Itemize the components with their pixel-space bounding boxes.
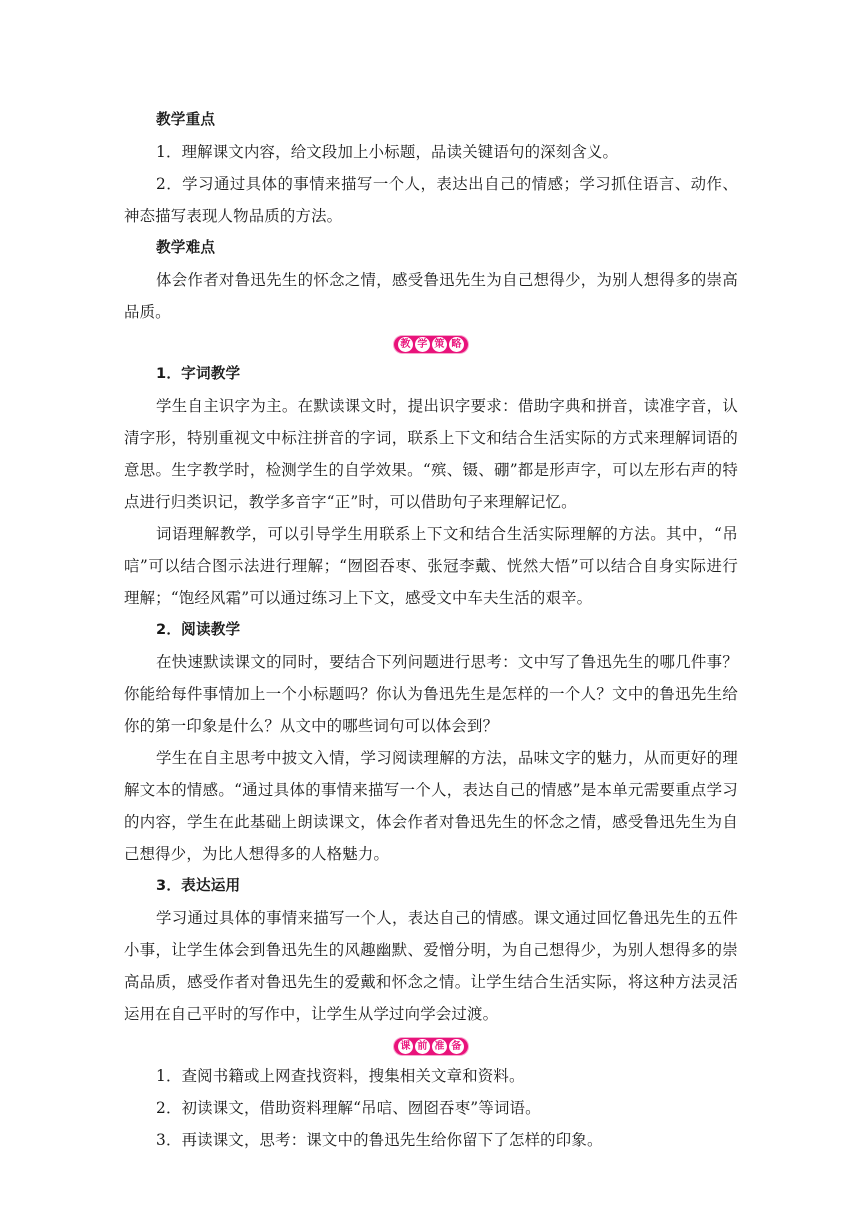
vocab-paragraph: 词语理解教学，可以引导学生用联系上下文和结合生活实际理解的方法。其中，“吊唁”可以结合图示法进行理解；“囫囵吞枣、张冠李戴、恍然大悟”可以结合自身实际进行理解；“饱经风霜”可以通过练习上下文，感受文中车夫生活的艰辛。 xyxy=(124,525,738,607)
preparation-item: 1．查阅书籍或上网查找资料，搜集相关文章和资料。 xyxy=(156,1067,525,1085)
lesson-plan-body xyxy=(124,104,738,1156)
strategy-badge-row xyxy=(124,330,738,358)
preparation-badge xyxy=(394,1038,468,1055)
badge-char: 课 xyxy=(398,1039,413,1054)
badge-char: 学 xyxy=(415,337,430,352)
key-point-item: 1．理解课文内容，给文段加上小标题，品读关键语句的深刻含义。 xyxy=(156,143,619,161)
badge-char: 教 xyxy=(398,337,413,352)
key-points-heading: 教学重点 xyxy=(156,111,216,128)
badge-char: 略 xyxy=(449,337,464,352)
expression-heading: 3．表达运用 xyxy=(156,877,241,894)
difficult-points-heading: 教学难点 xyxy=(156,239,216,256)
badge-char: 准 xyxy=(432,1039,447,1054)
preparation-badge-row xyxy=(124,1032,738,1060)
vocab-paragraph: 学生自主识字为主。在默读课文时，提出识字要求：借助字典和拼音，读准字音，认清字形，特别重视文中标注拼音的字词，联系上下文和结合生活实际的方式来理解词语的意思。生字教学时，检测学生的自学效果。“殡、镊、硼”都是形声字，可以左形右声的特点进行归类识记，教学多音字“正”时，可以借助句子来理解记忆。 xyxy=(124,397,738,511)
preparation-item: 3．再读课文，思考：课文中的鲁迅先生给你留下了怎样的印象。 xyxy=(156,1131,603,1149)
reading-heading: 2．阅读教学 xyxy=(156,621,241,638)
key-point-item: 2．学习通过具体的事情来描写一个人，表达出自己的情感；学习抓住语言、动作、神态描写表现人物品质的方法。 xyxy=(124,175,738,225)
badge-char: 前 xyxy=(415,1039,430,1054)
preparation-item: 2．初读课文，借助资料理解“吊唁、囫囵吞枣”等词语。 xyxy=(156,1099,541,1117)
vocab-heading: 1．字词教学 xyxy=(156,365,241,382)
expression-paragraph: 学习通过具体的事情来描写一个人，表达自己的情感。课文通过回忆鲁迅先生的五件小事，让学生体会到鲁迅先生的风趣幽默、爱憎分明，为自己想得少，为别人想得多的崇高品质，感受作者对鲁迅先生的爱戴和怀念之情。让学生结合生活实际，将这种方法灵活运用在自己平时的写作中，让学生从学过向学会过渡。 xyxy=(124,909,738,1023)
badge-char: 备 xyxy=(449,1039,464,1054)
reading-paragraph: 学生在自主思考中披文入情，学习阅读理解的方法，品味文字的魅力，从而更好的理解文本的情感。“通过具体的事情来描写一个人，表达自己的情感”是本单元需要重点学习的内容，学生在此基础上朗读课文，体会作者对鲁迅先生的怀念之情，感受鲁迅先生为自己想得少，为比人想得多的人格魅力。 xyxy=(124,749,738,863)
badge-char: 策 xyxy=(432,337,447,352)
reading-paragraph: 在快速默读课文的同时，要结合下列问题进行思考：文中写了鲁迅先生的哪几件事？你能给每件事情加上一个小标题吗？你认为鲁迅先生是怎样的一个人？文中的鲁迅先生给你的第一印象是什么？从文中的哪些词句可以体会到？ xyxy=(124,653,738,735)
difficult-points-text: 体会作者对鲁迅先生的怀念之情，感受鲁迅先生为自己想得少，为别人想得多的崇高品质。 xyxy=(124,271,738,321)
strategy-badge xyxy=(394,336,468,353)
